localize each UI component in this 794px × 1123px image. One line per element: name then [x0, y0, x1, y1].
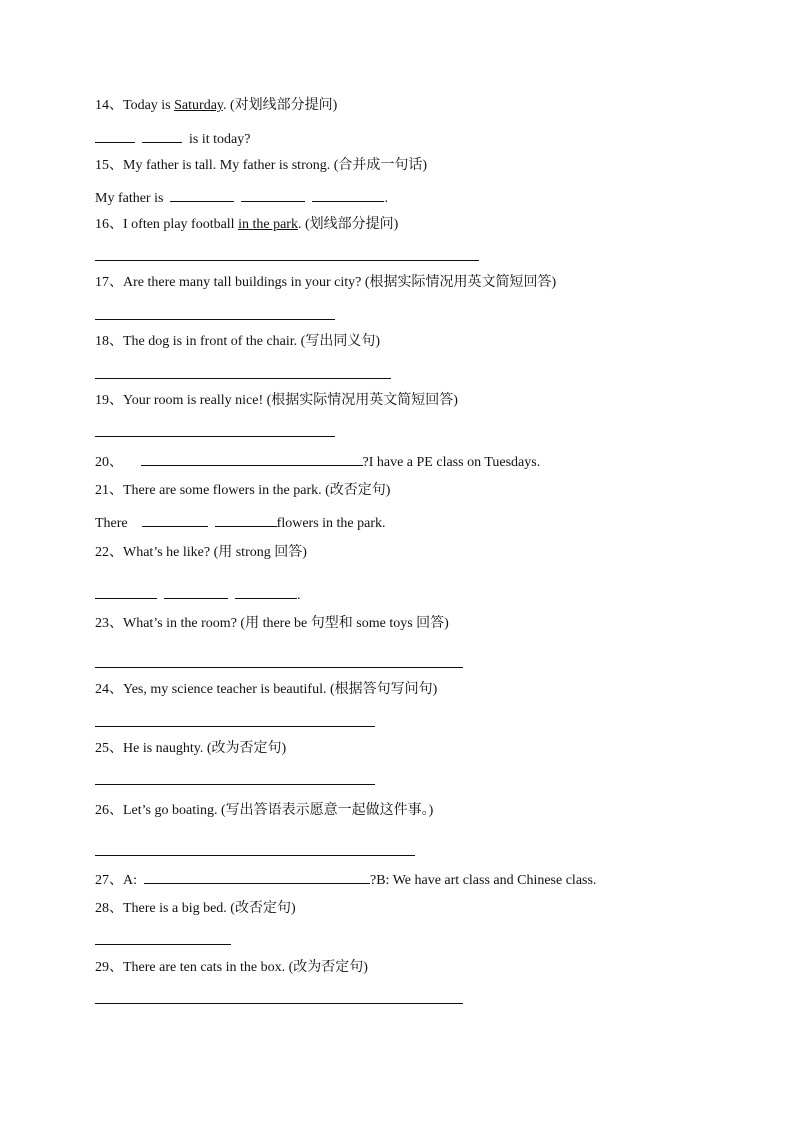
question-text: What’s he like? (用 strong 回答)	[123, 545, 307, 560]
question-number: 20、	[95, 455, 123, 470]
question-text: ?I have a PE class on Tuesdays.	[362, 455, 541, 470]
question-text: What’s in the room? (用 there be 句型和 some toys 回答)	[123, 616, 449, 631]
answer-text: .	[384, 191, 388, 206]
answer-line-16[interactable]	[95, 260, 479, 261]
answer-blank[interactable]	[215, 512, 277, 527]
question-text: Let’s go boating. (写出答语表示愿意一起做这件事。)	[123, 803, 434, 818]
underlined-phrase: in the park	[238, 217, 298, 232]
question-22	[95, 544, 307, 562]
answer-blank[interactable]	[95, 584, 157, 599]
question-26	[95, 802, 433, 820]
question-19	[95, 392, 458, 410]
question-number: 18、	[95, 334, 123, 349]
answer-22	[95, 584, 301, 605]
question-23	[95, 615, 449, 633]
question-24	[95, 681, 437, 699]
question-25	[95, 740, 286, 758]
question-number: 29、	[95, 960, 123, 975]
question-number: 26、	[95, 803, 123, 818]
question-instruction: . (对划线部分提问)	[223, 98, 338, 113]
answer-blank[interactable]	[142, 128, 182, 143]
answer-text: is it today?	[189, 132, 251, 147]
question-text: A:	[123, 873, 137, 888]
answer-line-29[interactable]	[95, 1003, 463, 1004]
question-text: Today is	[123, 98, 175, 113]
answer-line-28[interactable]	[95, 944, 231, 945]
answer-blank[interactable]	[235, 584, 297, 599]
question-21	[95, 482, 390, 500]
question-text: There are ten cats in the box. (改为否定句)	[123, 960, 368, 975]
answer-15	[95, 187, 388, 208]
answer-line-23[interactable]	[95, 667, 463, 668]
question-number: 15、	[95, 158, 123, 173]
answer-line-24[interactable]	[95, 726, 375, 727]
answer-blank[interactable]	[164, 584, 228, 599]
question-27	[95, 869, 596, 890]
question-18	[95, 333, 380, 351]
question-number: 17、	[95, 275, 123, 290]
question-text: My father is tall. My father is strong. (合并成一句话)	[123, 158, 428, 173]
question-17	[95, 274, 556, 292]
question-text: Yes, my science teacher is beautiful. (根据答句写问句)	[123, 682, 438, 697]
answer-blank[interactable]	[241, 187, 305, 202]
question-number: 23、	[95, 616, 123, 631]
question-text: ?B: We have art class and Chinese class.	[370, 873, 597, 888]
question-number: 14、	[95, 98, 123, 113]
answer-21	[95, 512, 386, 533]
question-28	[95, 900, 296, 918]
question-number: 25、	[95, 741, 123, 756]
answer-text: My father is	[95, 191, 164, 206]
question-number: 19、	[95, 393, 123, 408]
question-20	[95, 451, 540, 472]
question-number: 16、	[95, 217, 123, 232]
question-16	[95, 216, 398, 234]
answer-line-19[interactable]	[95, 436, 335, 437]
question-number: 27、	[95, 873, 123, 888]
question-text: I often play football	[123, 217, 239, 232]
answer-text: flowers in the park.	[276, 516, 386, 531]
answer-line-25[interactable]	[95, 784, 375, 785]
underlined-phrase: Saturday	[174, 98, 223, 113]
answer-blank[interactable]	[312, 187, 384, 202]
answer-14	[95, 128, 250, 149]
question-number: 21、	[95, 483, 123, 498]
question-text: The dog is in front of the chair. (写出同义句)	[123, 334, 381, 349]
answer-line-18[interactable]	[95, 378, 391, 379]
answer-blank[interactable]	[170, 187, 234, 202]
question-number: 24、	[95, 682, 123, 697]
answer-text: There	[95, 516, 128, 531]
question-14	[95, 97, 337, 115]
question-15	[95, 157, 427, 175]
answer-text: .	[297, 588, 301, 603]
question-number: 28、	[95, 901, 123, 916]
answer-line-17[interactable]	[95, 319, 335, 320]
question-text: There is a big bed. (改否定句)	[123, 901, 296, 916]
question-text: There are some flowers in the park. (改否定句)	[123, 483, 391, 498]
question-text: Are there many tall buildings in your city? (根据实际情况用英文简短回答)	[123, 275, 557, 290]
question-text: He is naughty. (改为否定句)	[123, 741, 287, 756]
answer-blank[interactable]	[95, 128, 135, 143]
answer-blank[interactable]	[141, 451, 363, 466]
question-29	[95, 959, 368, 977]
question-instruction: . (划线部分提问)	[297, 217, 399, 232]
answer-blank[interactable]	[142, 512, 208, 527]
question-text: Your room is really nice! (根据实际情况用英文简短回答)	[123, 393, 458, 408]
answer-line-26[interactable]	[95, 855, 415, 856]
question-number: 22、	[95, 545, 123, 560]
answer-blank[interactable]	[144, 869, 370, 884]
